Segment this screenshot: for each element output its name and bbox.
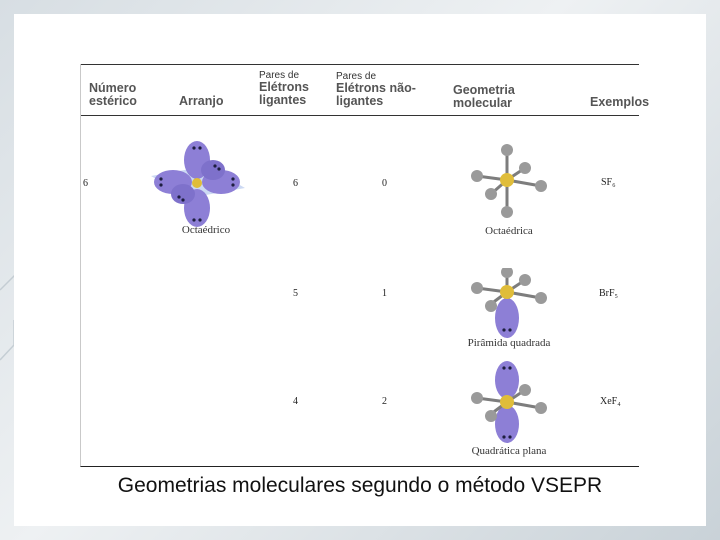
slide [14,14,706,526]
row-3-nonbonding: 2 [382,396,387,407]
header-steric-number: Número estérico [89,81,137,108]
row-1-geometry-label: Octaédrica [485,225,533,237]
header-nonbonding-pairs-main: Elétrons não-ligantes [336,81,416,108]
row-1-example: SF₆ [601,177,616,188]
row-1-arrangement-label: Octaédrico [181,224,231,236]
row-1-bonding: 6 [293,178,298,189]
table-header [81,64,650,116]
row-2-geometry-label: Pirâmida quadrada [467,337,551,349]
header-geometry: Geometria molecular [453,83,515,110]
header-bonding-pairs-main: Elétrons ligantes [259,80,310,107]
vsepr-table [80,64,650,467]
octahedral-arrangement-icon [149,136,249,232]
header-bonding-pairs [259,70,319,107]
row-3-bonding: 4 [293,396,298,407]
header-arrangement: Arranjo [179,94,224,108]
row-1-steric: 6 [83,178,88,189]
square-planar-geometry-icon [461,360,557,444]
row-2-bonding: 5 [293,288,298,299]
header-nonbonding-pairs-small: Pares de [336,71,377,82]
header-examples: Exemplos [590,95,650,109]
slide-caption: Geometrias moleculares segundo o método VSEPR [117,474,603,497]
square-pyramidal-geometry-icon [461,268,557,340]
header-bonding-pairs-small: Pares de [259,70,300,81]
row-1-nonbonding: 0 [382,178,387,189]
octahedral-geometry-icon [461,142,557,222]
row-3-example: XeF₄ [600,396,621,407]
header-nonbonding-pairs [336,71,416,108]
row-3-geometry-label: Quadrática plana [471,445,547,457]
row-2-nonbonding: 1 [382,288,387,299]
row-2-example: BrF₅ [599,288,619,299]
